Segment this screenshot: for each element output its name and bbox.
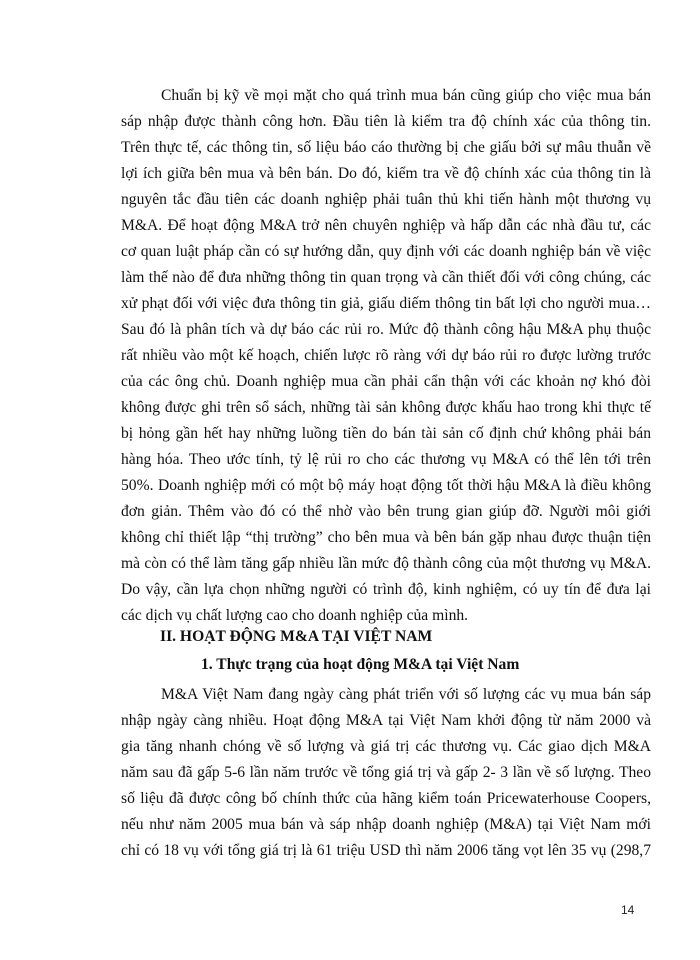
text-line: không được ghi trên sổ sách, những tài sản không được khấu hao trong khi thực tế [121,399,651,416]
text-line: sáp nhập được thành công hơn. Đầu tiên là kiểm tra độ chính xác của thông tin. [121,113,651,130]
text-line: hàng hóa. Theo ước tính, tỷ lệ rủi ro cho các thương vụ M&A có thể lên tới trên [121,451,651,468]
text-line: của các ông chủ. Doanh nghiệp mua cần phải cẩn thận với các khoản nợ khó đòi [121,373,651,390]
text-line: Do vậy, cần lựa chọn những người có trình độ, kinh nghiệm, có uy tín để đưa lại [121,581,651,598]
text-line: lợi ích giữa bên mua và bên bán. Do đó, kiểm tra về độ chính xác của thông tin là [121,165,651,182]
text-line: bị hỏng gần hết hay những luồng tiền do bán tài sản cố định chứ không phải bán [121,425,651,442]
text-line: gia tăng nhanh chóng về số lượng và giá trị các thương vụ. Các giao dịch M&A [121,738,651,755]
text-line: nguyên tắc đầu tiên các doanh nghiệp phải tuân thủ khi tiến hành một thương vụ [121,191,651,208]
text-line: Sau đó là phân tích và dự báo các rủi ro. Mức độ thành công hậu M&A phụ thuộc [121,321,651,338]
page-number: 14 [621,903,635,917]
text-line: Trên thực tế, các thông tin, số liệu báo cáo thường bị che giấu bởi sự mâu thuẫn về [121,139,651,156]
text-line: nếu như năm 2005 mua bán và sáp nhập doanh nghiệp (M&A) tại Việt Nam mới [121,816,651,833]
text-line: M&A Việt Nam đang ngày càng phát triển với số lượng các vụ mua bán sáp [161,686,651,703]
text-line: năm sau đã gấp 5-6 lần năm trước về tổng giá trị và gấp 2- 3 lần về số lượng. Theo [121,764,651,781]
text-line: rất nhiều vào một kế hoạch, chiến lược rõ ràng với dự báo rủi ro được lường trước [121,347,651,364]
text-line: nhập ngày càng nhiều. Hoạt động M&A tại Việt Nam khởi động từ năm 2000 và [121,712,651,729]
paragraph-preparation [121,83,651,629]
text-line: M&A. Để hoạt động M&A trở nên chuyên nghiệp và hấp dẫn các nhà đầu tư, các [121,217,651,234]
paragraph-ma-vietnam [121,682,651,864]
subsection-heading: 1. Thực trạng của hoạt động M&A tại Việt Nam [201,656,520,673]
text-line: Chuẩn bị kỹ về mọi mặt cho quá trình mua bán cũng giúp cho việc mua bán [161,87,651,104]
text-line: mà còn có thể làm tăng gấp nhiều lần mức độ thành công của một thương vụ M&A. [121,555,651,572]
text-line: xử phạt đối với việc đưa thông tin giả, giấu diếm thông tin bất lợi cho người mua… [121,295,651,312]
text-line: chỉ có 18 vụ với tổng giá trị là 61 triệu USD thì năm 2006 tăng vọt lên 35 vụ (298,7 [121,842,651,859]
text-line: các dịch vụ chất lượng cao cho doanh nghiệp của mình. [121,607,469,624]
text-line: làm thế nào để đưa những thông tin quan trọng và cần thiết đối với công chúng, các [121,269,651,286]
text-line: không chỉ thiết lập “thị trường” cho bên mua và bên bán gặp nhau được thuận tiện [121,529,651,546]
section-heading: II. HOẠT ĐỘNG M&A TẠI VIỆT NAM [160,628,433,645]
text-line: cơ quan luật pháp cần có sự hướng dẫn, quy định với các doanh nghiệp bán về việc [121,243,651,260]
text-line: 50%. Doanh nghiệp mới có một bộ máy hoạt động tốt thời hậu M&A là điều không [121,477,651,494]
text-line: đơn giản. Thêm vào đó có thể nhờ vào bên trung gian giúp đỡ. Người môi giới [121,503,651,520]
text-line: số liệu đã được công bố chính thức của hãng kiểm toán Pricewaterhouse Coopers, [121,790,651,807]
